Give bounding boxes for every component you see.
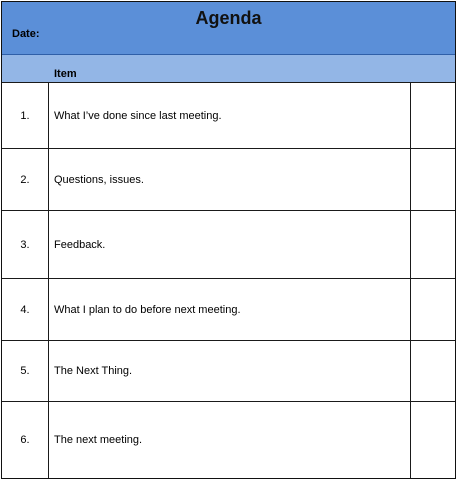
table-row [2, 211, 455, 279]
row-number: 3. [2, 211, 49, 278]
row-number: 2. [2, 149, 49, 210]
column-header-row [2, 55, 455, 83]
row-item-text: Questions, issues. [54, 173, 144, 186]
row-number: 6. [2, 402, 49, 478]
row-item-text: What I’ve done since last meeting. [54, 109, 222, 122]
table-row [2, 149, 455, 211]
row-item-text: What I plan to do before next meeting. [54, 303, 241, 316]
table-row [2, 83, 455, 149]
table-row [2, 279, 455, 341]
row-item-text: Feedback. [54, 238, 106, 251]
agenda-rows [2, 83, 455, 478]
table-row [2, 341, 455, 402]
row-notes-cell [410, 149, 455, 210]
row-notes-cell [410, 341, 455, 401]
row-notes-cell [410, 402, 455, 478]
row-number: 5. [2, 341, 49, 401]
date-label: Date: [12, 28, 40, 40]
row-notes-cell [410, 211, 455, 278]
row-item-text: The Next Thing. [54, 365, 133, 377]
table-row [2, 402, 455, 478]
row-item-text: The next meeting. [54, 434, 143, 446]
row-notes-cell [410, 279, 455, 340]
row-notes-cell [410, 83, 455, 148]
row-number: 4. [2, 279, 49, 340]
agenda-header [2, 2, 455, 55]
page-title: Agenda [195, 8, 262, 28]
agenda-sheet [1, 1, 456, 479]
item-column-header: Item [54, 68, 77, 80]
row-number: 1. [2, 83, 49, 148]
